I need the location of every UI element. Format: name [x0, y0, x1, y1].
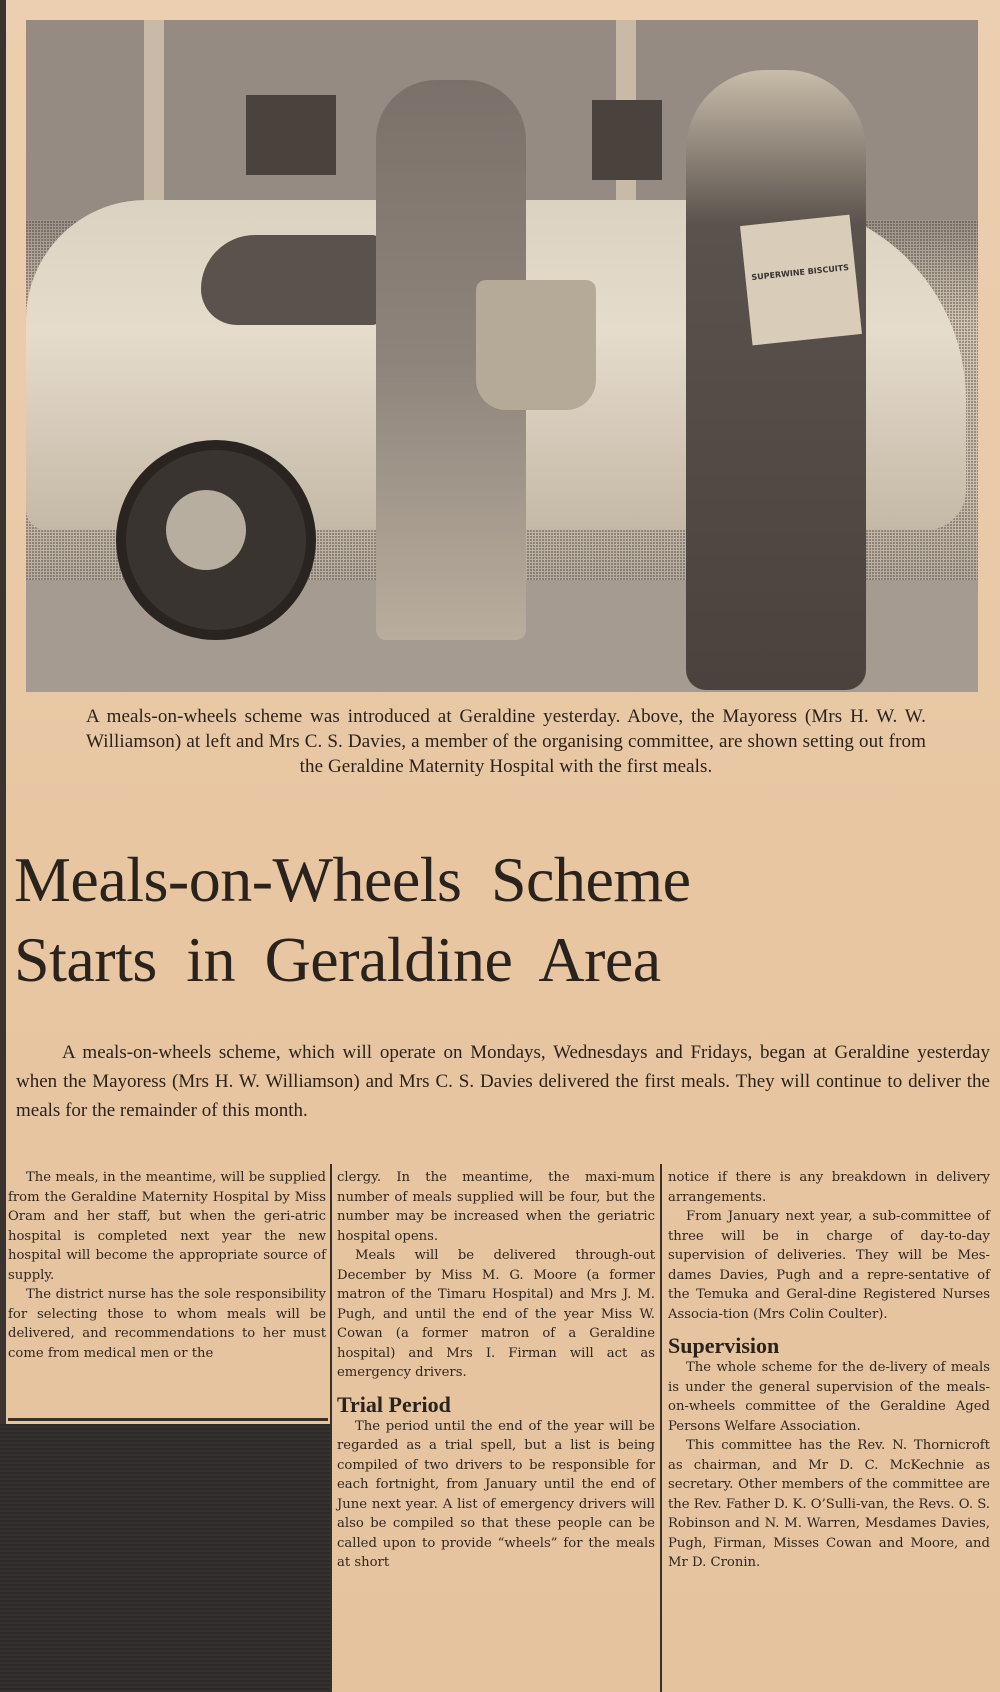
headline-line-2: Starts in Geraldine Area [14, 924, 661, 995]
subhead-supervision: Supervision [668, 1333, 780, 1358]
paragraph: The district nurse has the sole responsibility for selecting those to whom meals will be delivered, and recommendations to her must come from medical men or the [8, 1287, 326, 1361]
column-1 [8, 1168, 326, 1363]
photo-mrs-davies [686, 70, 866, 690]
biscuit-box-label: SUPERWINE BISCUITS [751, 262, 850, 283]
headline [14, 840, 974, 1000]
photo-biscuit-box [740, 215, 862, 346]
lead-paragraph: A meals-on-wheels scheme, which will operate on Mondays, Wednesdays and Fridays, began at Geraldine yesterday when the Mayoress (Mrs H. W. Williamson) and Mrs C. S. Davies delivered the first meals. They will continue to deliver the meals for the remainder of this month. [16, 1042, 990, 1121]
paragraph: This committee has the Rev. N. Thornicroft as chairman, and Mr D. C. McKechnie as secretary. Other members of the committee are the Rev. Father D. K. O’Sulli-van, the Revs. O. S. Robinson and N. M. Warren, Mesdames Davies, Pugh, Firman, Misses Cowan and Moore, and Mr D. Cronin. [668, 1438, 990, 1570]
photo-window [592, 100, 662, 180]
paragraph: The period until the end of the year will be regarded as a trial spell, but a list is being compiled of two drivers to be responsible for each fortnight, from January until the end of June next year. A list of emergency drivers will also be compiled so that these people can be called upon to provide “wheels” for the meals at short [337, 1418, 655, 1570]
column-rule [660, 1164, 662, 1692]
background-board [0, 1424, 330, 1692]
paragraph: The whole scheme for the de-livery of meals is under the general supervision of the meals-on-wheels committee of the Geraldine Aged Persons Welfare Association. [668, 1360, 990, 1434]
photo-car-window [201, 235, 381, 325]
photo-window [246, 95, 336, 175]
column-3 [668, 1168, 990, 1573]
column-2 [337, 1168, 655, 1573]
paragraph: Meals will be delivered through-out December by Miss M. G. Moore (a former matron of the Timaru Hospital) and Mrs J. M. Pugh, and until the end of the year Miss W. Cowan (a former matron of a Geraldine hospital) and Mrs I. Firman will act as emergency drivers. [337, 1248, 655, 1380]
headline-line-1: Meals-on-Wheels Scheme [14, 844, 691, 915]
photo-pillar [144, 20, 164, 220]
paragraph: notice if there is any breakdown in delivery arrangements. [668, 1170, 990, 1205]
paragraph: The meals, in the meantime, will be supplied from the Geraldine Maternity Hospital by Miss Oram and her staff, but when the geri-atric hospital is completed next year the new hospital will become the appropriate source of supply. [8, 1170, 326, 1283]
column-end-rule [8, 1418, 328, 1421]
photo-wheel-hub [166, 490, 246, 570]
column-rule [330, 1164, 332, 1692]
subhead-trial-period: Trial Period [337, 1391, 451, 1417]
paragraph: From January next year, a sub-committee of three will be in charge of day-to-day supervision of deliveries. They will be Mes-dames Davies, Pugh and a repre-sentative of the Temuka and Geral-dine Registered Nurses Associa-tion (Mrs Colin Coulter). [668, 1209, 990, 1322]
photo-caption: A meals-on-wheels scheme was introduced at Geraldine yesterday. Above, the Mayoress (Mrs H. W. W. Williamson) at left and Mrs C. S. Davies, a member of the organising committee, are shown setting out from the Geraldine Maternity Hospital with the first meals. [86, 706, 926, 777]
news-photo [26, 20, 978, 692]
paragraph: clergy. In the meantime, the maxi-mum number of meals supplied will be four, but the number may be increased when the geriatric hospital opens. [337, 1170, 655, 1244]
photo-basket [476, 280, 596, 410]
